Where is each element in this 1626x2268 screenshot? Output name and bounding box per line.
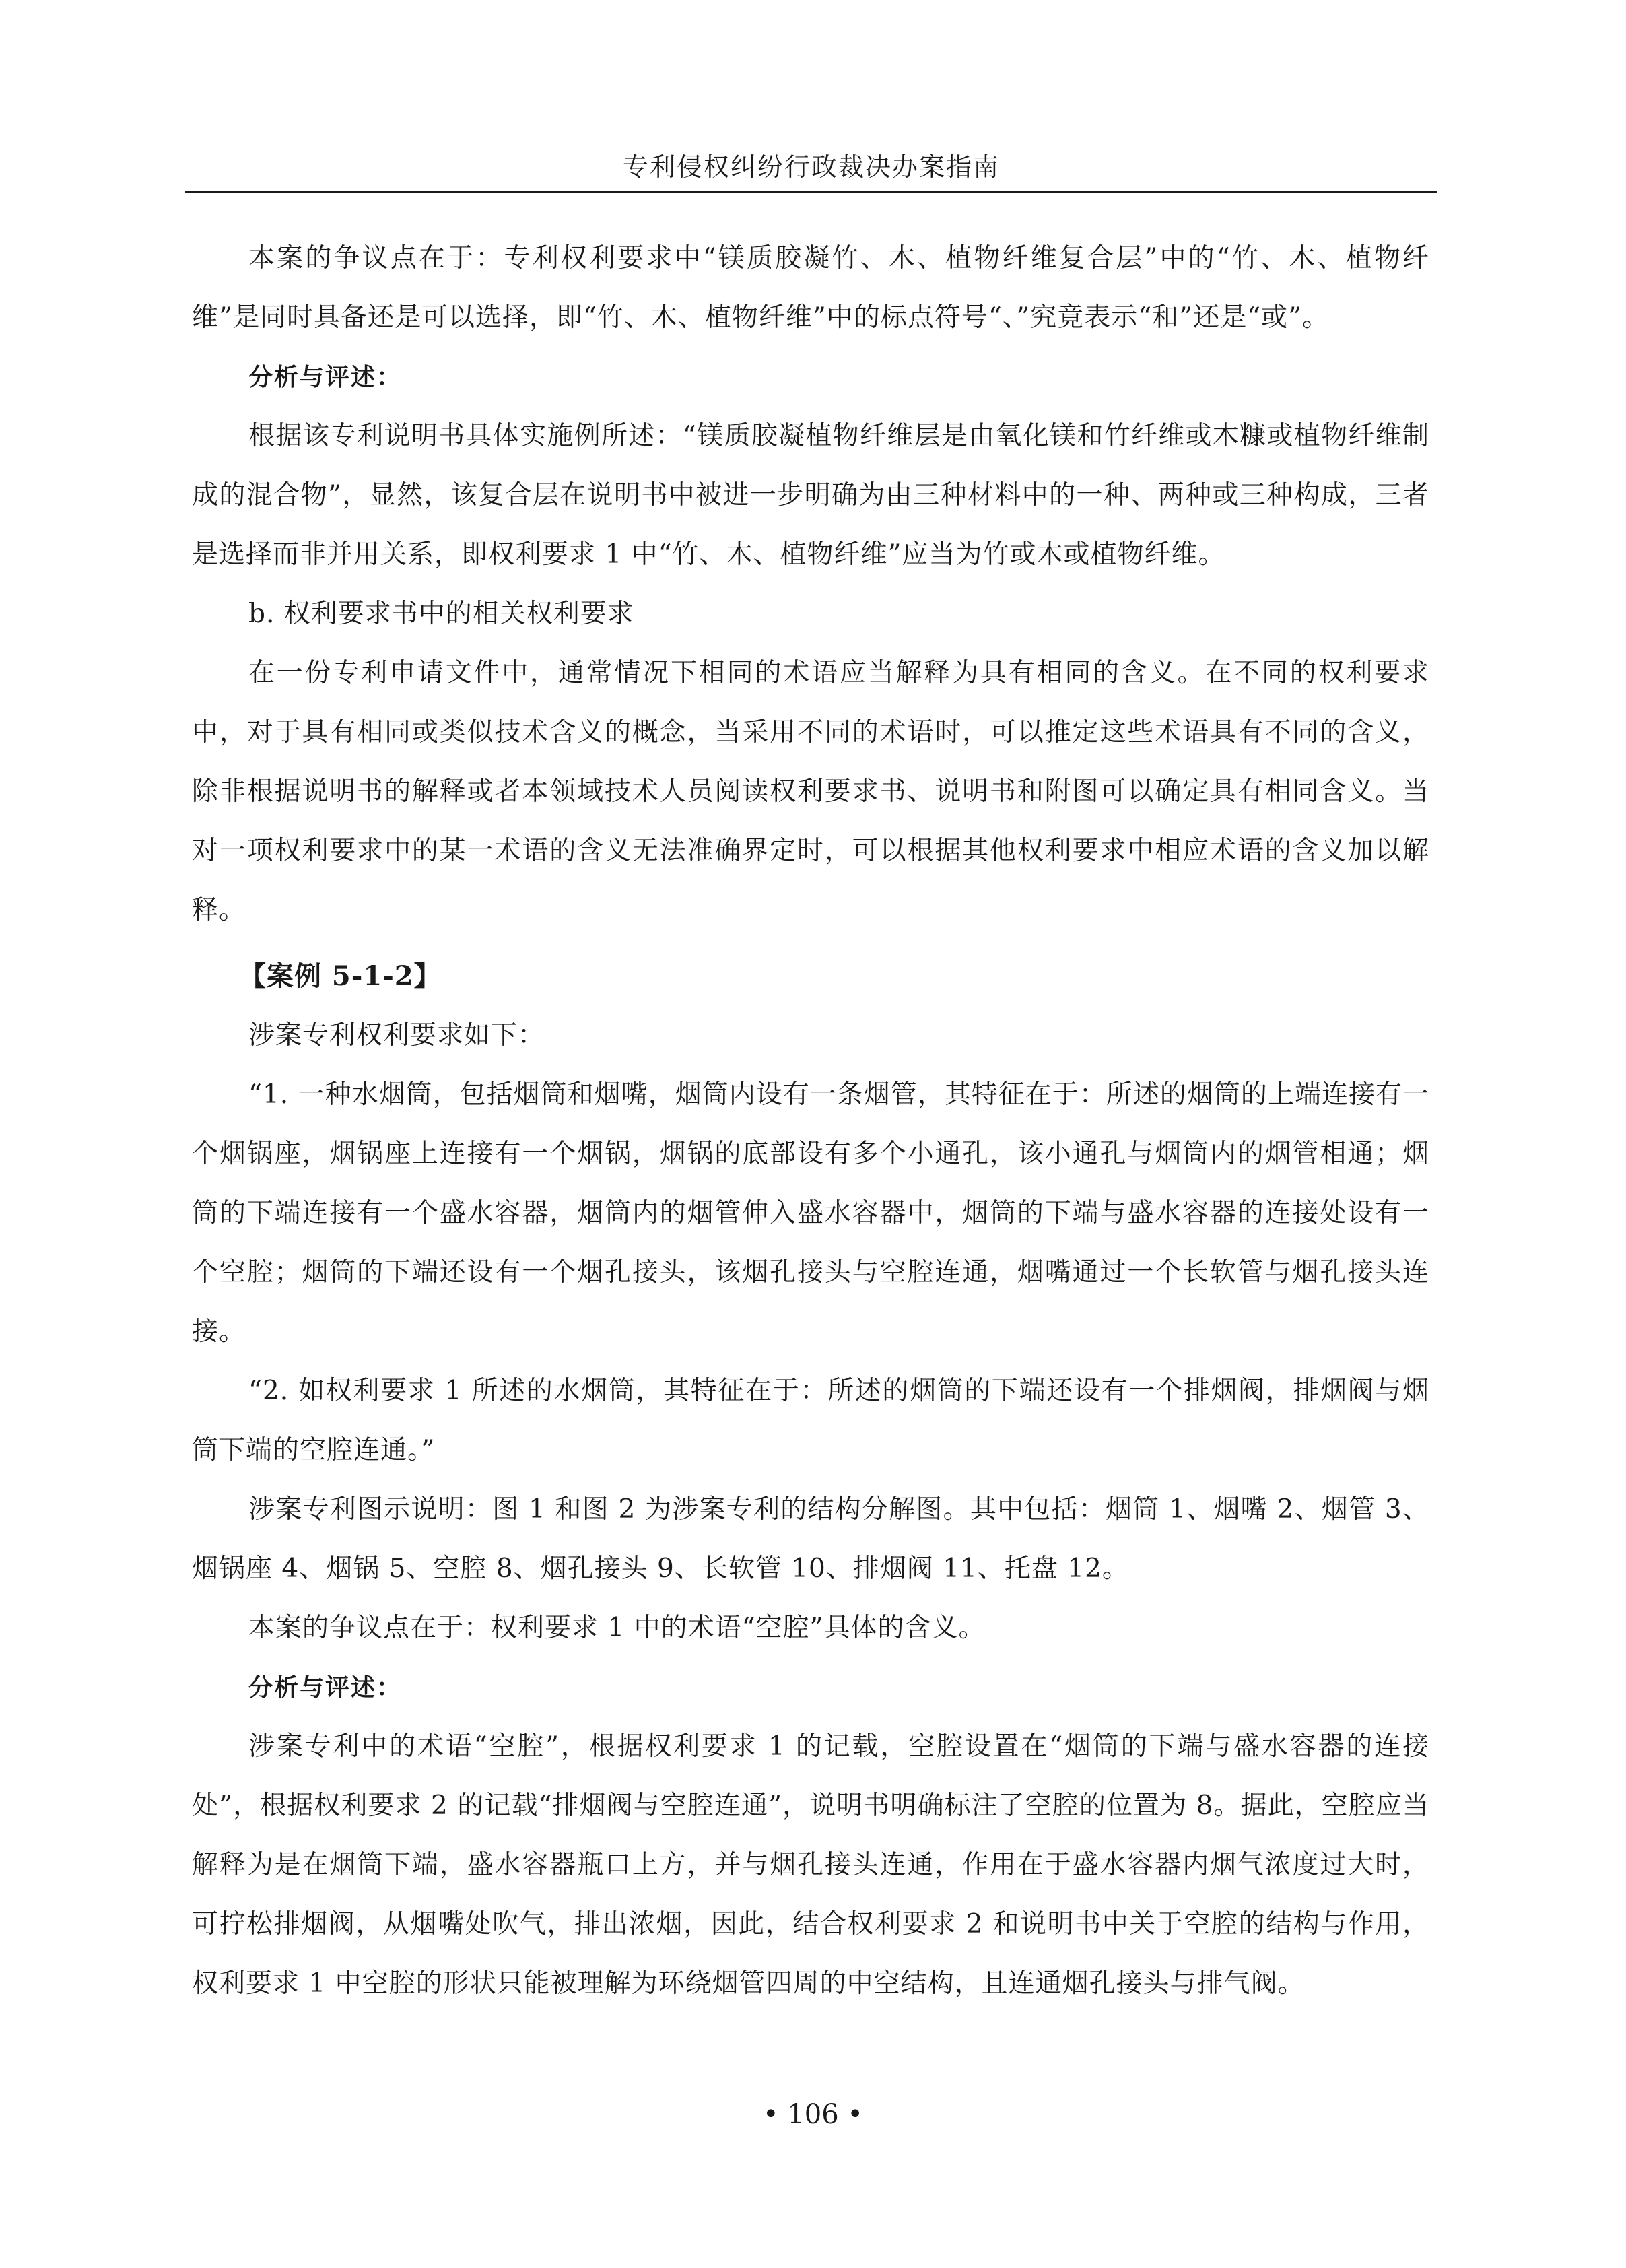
page-body bbox=[192, 229, 1429, 2013]
section-subheading: 分析与评述： bbox=[248, 1673, 403, 1702]
paragraph: 涉案专利图示说明：图 1 和图 2 为涉案专利的结构分解图。其中包括：烟筒 1、烟嘴 2、烟管 3、烟锅座 4、烟锅 5、空腔 8、烟孔接头 9、长软管 10、排烟阀 11、托盘 12。 bbox=[192, 1494, 1429, 1584]
section-subheading: 分析与评述： bbox=[248, 363, 403, 391]
header-rule bbox=[185, 191, 1437, 193]
paragraph: 本案的争议点在于：权利要求 1 中的术语“空腔”具体的含义。 bbox=[248, 1613, 986, 1643]
page-number: • 106 • bbox=[763, 2099, 863, 2130]
case-title: 【案例 5-1-2】 bbox=[239, 960, 442, 992]
paragraph: 涉案专利权利要求如下： bbox=[248, 1020, 545, 1050]
claim-paragraph: “1. 一种水烟筒，包括烟筒和烟嘴，烟筒内设有一条烟管，其特征在于：所述的烟筒的上端连接有一个烟锅座，烟锅座上连接有一个烟锅，烟锅的底部设有多个小通孔，该小通孔与烟筒内的烟管相通；烟筒的下端连接有一个盛水容器，烟筒内的烟管伸入盛水容器中，烟筒的下端与盛水容器的连接处设有一个空腔；烟筒的下端还设有一个烟孔接头，该烟孔接头与空腔连通，烟嘴通过一个长软管与烟孔接头连接。 bbox=[192, 1079, 1429, 1347]
section-item-heading: b. 权利要求书中的相关权利要求 bbox=[248, 599, 634, 629]
paragraph: 涉案专利中的术语“空腔”，根据权利要求 1 的记载，空腔设置在“烟筒的下端与盛水容器的连接处”，根据权利要求 2 的记载“排烟阀与空腔连通”，说明书明确标注了空腔的位置为 8。据此，空腔应当解释为是在烟筒下端，盛水容器瓶口上方，并与烟孔接头连通，作用在于盛水容器内烟气浓度过大时，可拧松排烟阀，从烟嘴处吹气，排出浓烟，因此，结合权利要求 2 和说明书中关于空腔的结构与作用，权利要求 1 中空腔的形状只能被理解为环绕烟管四周的中空结构，且连通烟孔接头与排气阀。 bbox=[192, 1731, 1429, 1999]
paragraph: 在一份专利申请文件中，通常情况下相同的术语应当解释为具有相同的含义。在不同的权利要求中，对于具有相同或类似技术含义的概念，当采用不同的术语时，可以推定这些术语具有不同的含义，除非根据说明书的解释或者本领域技术人员阅读权利要求书、说明书和附图可以确定具有相同含义。当对一项权利要求中的某一术语的含义无法准确界定时，可以根据其他权利要求中相应术语的含义加以解释。 bbox=[192, 658, 1429, 925]
paragraph: 根据该专利说明书具体实施例所述：“镁质胶凝植物纤维层是由氧化镁和竹纤维或木糠或植物纤维制成的混合物”，显然，该复合层在说明书中被进一步明确为由三种材料中的一种、两种或三种构成，三者是选择而非并用关系，即权利要求 1 中“竹、木、植物纤维”应当为竹或木或植物纤维。 bbox=[192, 421, 1429, 570]
claim-paragraph: “2. 如权利要求 1 所述的水烟筒，其特征在于：所述的烟筒的下端还设有一个排烟阀，排烟阀与烟筒下端的空腔连通。” bbox=[192, 1376, 1429, 1465]
paragraph: 本案的争议点在于：专利权利要求中“镁质胶凝竹、木、植物纤维复合层”中的“竹、木、植物纤维”是同时具备还是可以选择，即“竹、木、植物纤维”中的标点符号“、”究竟表示“和”还是“或”。 bbox=[192, 243, 1429, 333]
running-header: 专利侵权纠纷行政裁决办案指南 bbox=[622, 152, 1000, 182]
